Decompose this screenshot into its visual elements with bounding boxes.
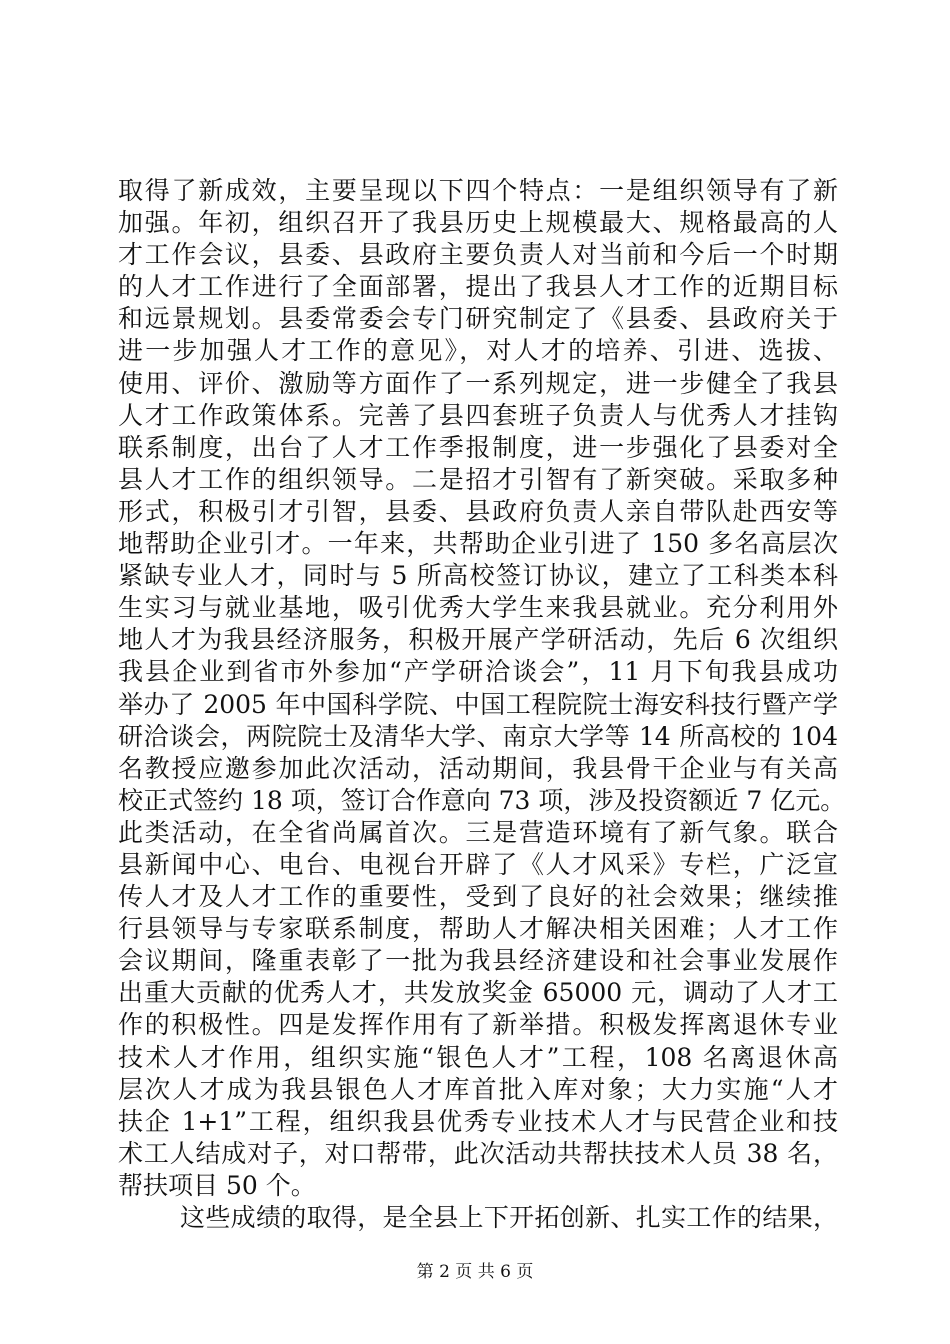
text-line: 层次人才成为我县银色人才库首批入库对象；大力实施“人才 (118, 1074, 838, 1104)
paragraph-first-line: 这些成绩的取得，是全县上下开拓创新、扎实工作的结果， (180, 1203, 838, 1232)
text-line: 县新闻中心、电台、电视台开辟了《人才风采》专栏，广泛宣 (118, 849, 838, 879)
text-line: 名教授应邀参加此次活动，活动期间，我县骨干企业与有关高 (118, 753, 838, 783)
text-line: 出重大贡献的优秀人才，共发放奖金 65000 元，调动了人才工 (118, 978, 838, 1008)
text-line: 技术人才作用，组织实施“银色人才”工程，108 名离退休高 (118, 1042, 838, 1072)
text-line: 作的积极性。四是发挥作用有了新举措。积极发挥离退休专业 (118, 1010, 838, 1040)
text-line: 县人才工作的组织领导。二是招才引智有了新突破。采取多种 (118, 464, 838, 494)
text-line: 我县企业到省市外参加“产学研洽谈会”，11 月下旬我县成功 (118, 657, 838, 687)
body-text (118, 175, 846, 1234)
text-line: 的人才工作进行了全面部署，提出了我县人才工作的近期目标 (118, 272, 838, 302)
text-line: 紧缺专业人才，同时与 5 所高校签订协议，建立了工科类本科 (118, 561, 838, 591)
text-line: 地帮助企业引才。一年来，共帮助企业引进了 150 多名高层次 (118, 529, 838, 559)
text-line: 研洽谈会，两院院士及清华大学、南京大学等 14 所高校的 104 (118, 721, 838, 751)
text-line: 地人才为我县经济服务，积极开展产学研活动，先后 6 次组织 (118, 625, 838, 655)
text-line: 行县领导与专家联系制度，帮助人才解决相关困难；人才工作 (118, 914, 838, 944)
text-line: 取得了新成效，主要呈现以下四个特点：一是组织领导有了新 (118, 176, 838, 205)
text-line: 进一步加强人才工作的意见》，对人才的培养、引进、选拔、 (118, 336, 838, 366)
text-line: 会议期间，隆重表彰了一批为我县经济建设和社会事业发展作 (118, 946, 838, 976)
text-line: 此类活动，在全省尚属首次。三是营造环境有了新气象。联合 (118, 817, 838, 847)
text-line: 扶企 1+1”工程，组织我县优秀专业技术人才与民营企业和技 (118, 1106, 838, 1136)
text-line: 校正式签约 18 项，签订合作意向 73 项，涉及投资额近 7 亿元。 (118, 785, 846, 815)
text-line: 联系制度，出台了人才工作季报制度，进一步强化了县委对全 (118, 432, 838, 462)
text-line: 和远景规划。县委常委会专门研究制定了《县委、县政府关于 (118, 304, 838, 334)
text-line: 形式，积极引才引智，县委、县政府负责人亲自带队赴西安等 (118, 496, 838, 526)
text-line: 加强。年初，组织召开了我县历史上规模最大、规格最高的人 (118, 208, 838, 238)
text-line: 传人才及人才工作的重要性，受到了良好的社会效果；继续推 (118, 882, 838, 912)
text-line: 术工人结成对子，对口帮带，此次活动共帮扶技术人员 38 名， (118, 1138, 838, 1168)
page-footer: 第 2 页 共 6 页 (416, 1262, 534, 1282)
text-line: 人才工作政策体系。完善了县四套班子负责人与优秀人才挂钩 (118, 400, 838, 430)
text-line: 举办了 2005 年中国科学院、中国工程院院士海安科技行暨产学 (118, 689, 838, 719)
text-line: 才工作会议，县委、县政府主要负责人对当前和今后一个时期 (118, 240, 838, 270)
text-line: 帮扶项目 50 个。 (118, 1170, 316, 1200)
text-line: 生实习与就业基地，吸引优秀大学生来我县就业。充分利用外 (118, 593, 838, 623)
text-line: 使用、评价、激励等方面作了一系列规定，进一步健全了我县 (118, 368, 838, 398)
